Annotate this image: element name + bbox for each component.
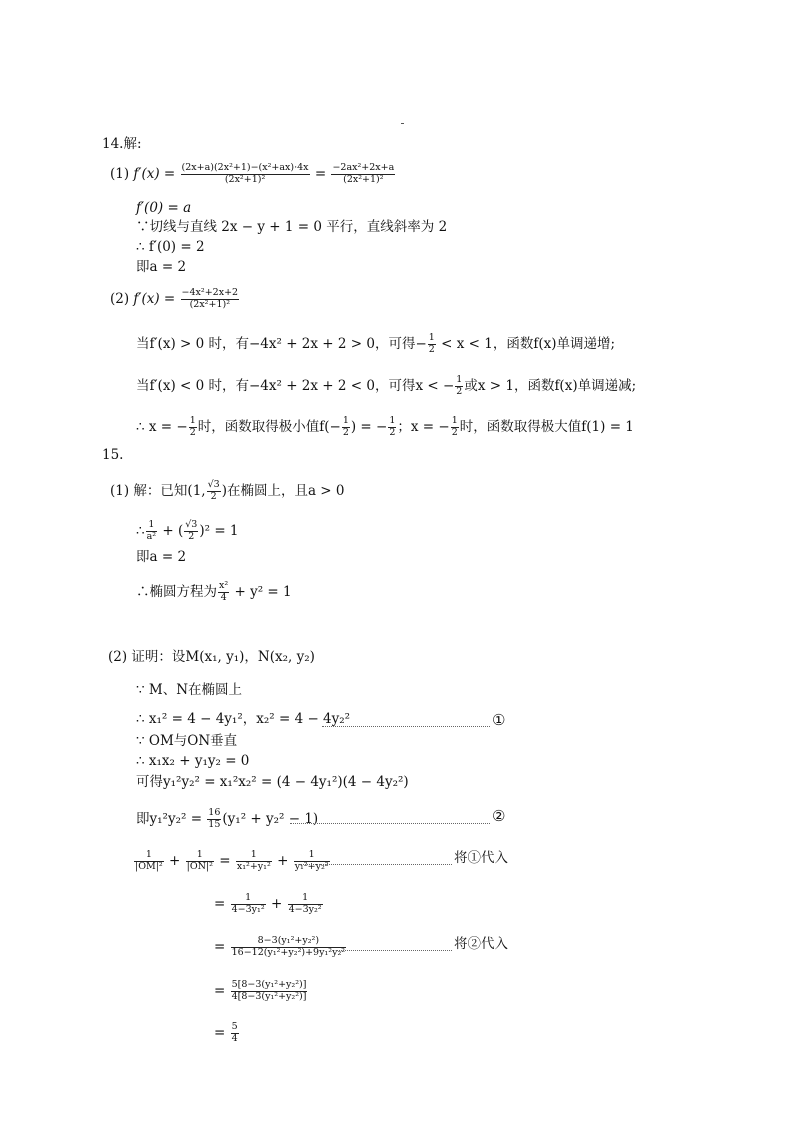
- fraction: [231, 936, 346, 959]
- text-segment: )在椭圆上，且a > 0: [221, 482, 345, 499]
- fraction: [455, 375, 463, 398]
- numerator: 1: [186, 850, 214, 862]
- numerator: 1: [189, 415, 196, 426]
- q14-title: 14.解:: [102, 136, 142, 152]
- equals-sign: =: [214, 1024, 230, 1041]
- part-label: (1): [110, 165, 130, 182]
- denominator: |OM|²: [135, 860, 163, 872]
- q14-parallel-condition: ∵切线与直线 2x − y + 1 = 0 平行，直线斜率为 2: [136, 219, 448, 235]
- dotted-leader: [300, 864, 452, 865]
- q15-derive-product: 可得y₁²y₂² = x₁²x₂² = (4 − 4y₁²)(4 − 4y₂²): [136, 774, 409, 790]
- denominator: (2x²+1)²: [343, 173, 384, 185]
- q14-part1-derivative: [110, 163, 396, 186]
- equals-sign: =: [314, 165, 331, 182]
- q15-a-equals-2: 即a = 2: [136, 549, 187, 565]
- equals-sign: =: [214, 982, 230, 999]
- numerator: 16: [208, 807, 221, 818]
- q15-relation-2: [136, 808, 318, 831]
- q15-step4: [214, 980, 308, 1003]
- denominator: (2x²+1)²: [189, 298, 231, 310]
- fraction: [288, 893, 323, 916]
- circled-mark-2: ②: [492, 807, 506, 825]
- header-mark: [401, 123, 404, 124]
- q15-step5-result: [214, 1022, 240, 1045]
- fraction: [231, 893, 266, 916]
- denominator: 2: [189, 426, 196, 438]
- numerator: x²: [219, 580, 229, 591]
- equation-text: f′(x) =: [133, 290, 180, 307]
- denominator: 4: [231, 1032, 238, 1044]
- text-segment: 时，函数取得极小值f(−: [197, 418, 341, 435]
- fraction: [181, 288, 240, 311]
- numerator: 1: [456, 374, 463, 385]
- denominator: 2: [188, 530, 195, 542]
- plus-sign: +: [164, 852, 185, 869]
- fraction: [294, 850, 330, 873]
- fraction: [146, 520, 157, 543]
- numerator: 1: [428, 332, 435, 343]
- numerator: 1: [451, 415, 458, 426]
- q14-extreme-values: [136, 416, 634, 439]
- q15-title: 15.: [102, 447, 124, 463]
- text-segment: 当f′(x) < 0 时，有−4x² + 2x + 2 < 0，可得x < −: [136, 377, 455, 394]
- denominator: |ON|²: [186, 860, 213, 872]
- numerator: √3: [207, 479, 220, 490]
- numerator: 1: [134, 850, 164, 862]
- q15-step2: [214, 893, 324, 916]
- text-segment: 或x > 1，函数f(x)单调递减;: [464, 377, 637, 394]
- numerator: (2x+a)(2x²+1)−(x²+ax)·4x: [181, 162, 309, 173]
- numerator: 1: [342, 415, 349, 426]
- denominator: 2: [456, 385, 463, 397]
- equals-sign: =: [214, 895, 230, 912]
- numerator: 1: [231, 893, 266, 905]
- circled-mark-1: ①: [492, 711, 506, 729]
- denominator: 16−12(y₁²+y₂²)+9y₁²y₂²: [231, 946, 346, 958]
- denominator: 2: [210, 490, 217, 502]
- dotted-leader: [322, 726, 490, 727]
- text-segment: ；x = −: [397, 418, 450, 435]
- q14-a-equals-2: 即a = 2: [136, 259, 187, 275]
- text-segment: 解：已知(1,: [133, 482, 206, 499]
- numerator: 5[8−3(y₁²+y₂²)]: [231, 979, 307, 990]
- equals-sign: =: [214, 852, 235, 869]
- text-segment: < x < 1，函数f(x)单调递增;: [436, 335, 616, 352]
- equation-text: f′(x) =: [133, 165, 180, 182]
- denominator: y₁²+y₂²: [294, 860, 329, 872]
- fraction: [231, 980, 308, 1003]
- denominator: 15: [208, 818, 221, 830]
- numerator: 1: [236, 850, 272, 862]
- text-segment: (y₁² + y₂² − 1): [222, 810, 319, 827]
- numerator: 1: [389, 415, 396, 426]
- plus-sign: +: [272, 852, 293, 869]
- denominator: x₁²+y₁²: [236, 860, 271, 872]
- fraction: [189, 416, 197, 439]
- numerator: 5: [231, 1021, 238, 1032]
- numerator: 1: [294, 850, 330, 862]
- q15-part1-given: [110, 480, 345, 503]
- denominator: 2: [451, 426, 458, 438]
- numerator: 1: [146, 520, 157, 532]
- q15-note-substitute-2: 将②代入: [454, 936, 508, 952]
- fraction: [186, 850, 214, 873]
- q15-part2-setup: [108, 651, 315, 665]
- text-segment: ∴ x = −: [136, 418, 188, 435]
- denominator: 4[8−3(y₁²+y₂²)]: [231, 990, 307, 1002]
- text-segment: + y² = 1: [230, 583, 292, 600]
- q15-substitution-equation: [136, 520, 239, 543]
- q15-perpendicular: ∵ OM与ON垂直: [136, 733, 238, 749]
- denominator: 2: [342, 426, 349, 438]
- fraction: [331, 163, 395, 186]
- q15-on-ellipse: ∵ M、N在椭圆上: [136, 682, 243, 698]
- part-label: (2): [108, 649, 128, 665]
- text-segment: ∴椭圆方程为: [136, 583, 217, 600]
- text-segment: ) = −: [350, 418, 388, 435]
- denominator: a²: [146, 530, 157, 542]
- fraction: [388, 416, 396, 439]
- fraction: [342, 416, 350, 439]
- text-segment: + (: [158, 522, 184, 539]
- fraction: [184, 520, 198, 543]
- fraction: [181, 163, 310, 186]
- fraction: [428, 333, 436, 356]
- part-label: (1): [110, 482, 130, 499]
- fraction: [207, 480, 221, 503]
- text-segment: )² = 1: [199, 522, 239, 539]
- text-segment: 证明：设M(x₁, y₁)，N(x₂, y₂): [131, 649, 315, 665]
- text-segment: 当f′(x) > 0 时，有−4x² + 2x + 2 > 0，可得−: [136, 335, 427, 352]
- fraction: [218, 581, 229, 604]
- q15-ellipse-equation: [136, 581, 292, 604]
- text-segment: ∴: [136, 522, 145, 539]
- q15-x-squared-substitution: ∴ x₁² = 4 − 4y₁²，x₂² = 4 − 4y₂²: [136, 711, 351, 727]
- numerator: −2ax²+2x+a: [332, 162, 395, 173]
- denominator: (2x²+1)²: [224, 173, 266, 185]
- q14-increasing-interval: [136, 333, 615, 356]
- equals-sign: =: [214, 938, 230, 955]
- q14-part2-derivative: [110, 288, 240, 311]
- fraction: [236, 850, 272, 873]
- q15-sum-reciprocal-step1: [133, 850, 331, 873]
- fraction: [231, 1022, 239, 1045]
- numerator: 8−3(y₁²+y₂²): [231, 936, 346, 948]
- fraction: [134, 850, 164, 873]
- denominator: 4−3y₁²: [231, 903, 265, 915]
- numerator: −4x²+2x+2: [181, 287, 239, 298]
- q14-f0-equals-a: f′(0) = a: [136, 200, 192, 216]
- fraction: [451, 416, 459, 439]
- numerator: √3: [185, 519, 198, 530]
- dotted-leader: [336, 950, 452, 951]
- numerator: 1: [288, 893, 323, 905]
- denominator: 4: [220, 591, 227, 603]
- q14-decreasing-interval: [136, 375, 636, 398]
- q14-f0-equals-2: ∴ f′(0) = 2: [136, 239, 205, 255]
- denominator: 2: [428, 343, 435, 355]
- denominator: 4−3y₂²: [288, 903, 322, 915]
- fraction: [207, 808, 221, 831]
- text-segment: 即y₁²y₂² =: [136, 810, 207, 827]
- dotted-leader: [290, 823, 490, 824]
- text-segment: 时，函数取得极大值f(1) = 1: [459, 418, 634, 435]
- q15-dot-product-zero: ∴ x₁x₂ + y₁y₂ = 0: [136, 753, 250, 769]
- plus-sign: +: [266, 895, 287, 912]
- q15-step3: [214, 936, 347, 959]
- q15-note-substitute-1: 将①代入: [454, 850, 508, 866]
- denominator: 2: [389, 426, 396, 438]
- part-label: (2): [110, 290, 130, 307]
